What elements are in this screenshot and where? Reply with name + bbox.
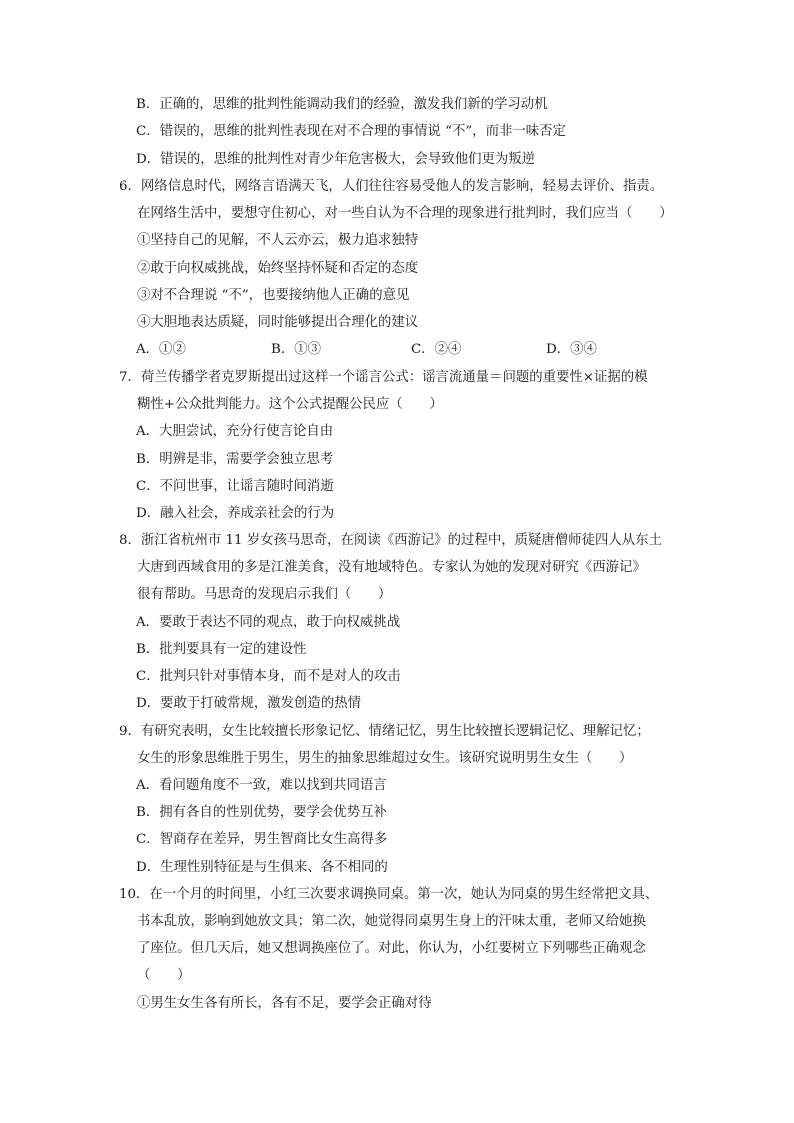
q6-choice-c: C．②④: [411, 342, 462, 357]
q9-stem-line2: 女生的形象思维胜于男生，男生的抽象思维超过女生。该研究说明男生女生（ ）: [137, 751, 633, 766]
q10-stem-line3: 了座位。但几天后，她又想调换座位了。对此，你认为，小红要树立下列哪些正确观念: [137, 941, 646, 956]
q8-option-b: B．批判要具有一定的建设性: [136, 642, 307, 657]
q6-choice-b: B．①③: [271, 342, 322, 357]
q6-statement-2: ②敢于向权威挑战，始终坚持怀疑和否定的态度: [137, 261, 419, 276]
q5-option-d: D．错误的，思维的批判性对青少年危害极大，会导致他们更为叛逆: [136, 152, 536, 167]
q8-stem-line2: 大唐到西域食用的多是江淮美食，没有地域特色。专家认为她的发现对研究《西游记》: [137, 560, 646, 575]
q6-stem-line2: 在网络生活中，要想守住初心，对一些自认为不合理的现象进行批判时，我们应当（ ）: [137, 206, 673, 221]
q6-stem-line1: 6．网络信息时代，网络言语满天飞，人们往往容易受他人的发言影响，轻易去评价、指责。: [119, 179, 664, 194]
q5-option-c: C．错误的，思维的批判性表现在对不合理的事情说 “不”，而非一味否定: [136, 124, 566, 139]
q6-choices: [136, 341, 616, 359]
q7-stem-line2: 糊性+公众批判能力。这个公式提醒公民应（ ）: [137, 397, 443, 412]
q6-statement-1: ①坚持自己的见解，不人云亦云，极力追求独特: [137, 233, 419, 248]
q8-stem-line3: 很有帮助。马思奇的发现启示我们（ ）: [137, 587, 392, 602]
q7-option-b: B．明辨是非，需要学会独立思考: [136, 452, 334, 467]
q6-statement-4: ④大胆地表达质疑，同时能够提出合理化的建议: [137, 315, 419, 330]
q9-option-d: D．生理性别特征是与生俱来、各不相同的: [136, 860, 388, 875]
q9-option-b: B．拥有各自的性别优势，要学会优势互补: [136, 805, 387, 820]
q8-option-c: C．批判只针对事情本身，而不是对人的攻击: [136, 669, 401, 684]
q9-stem-line1: 9．有研究表明，女生比较擅长形象记忆、情绪记忆，男生比较擅长逻辑记忆、理解记忆；: [119, 724, 650, 739]
q7-option-d: D．融入社会，养成亲社会的行为: [136, 506, 335, 521]
q10-stem-line4: （ ）: [137, 968, 191, 983]
q10-stem-line1: 10．在一个月的时间里，小红三次要求调换同桌。第一次，她认为同桌的男生经常把文具、: [119, 887, 659, 902]
q7-stem-line1: 7．荷兰传播学者克罗斯提出过这样一个谣言公式：谣言流通量＝问题的重要性×证据的模: [119, 370, 648, 385]
q6-choice-a: A．①②: [136, 342, 186, 357]
q9-option-a: A．看问题角度不一致，难以找到共同语言: [136, 778, 387, 793]
q7-option-a: A．大胆尝试，充分行使言论自由: [136, 424, 334, 439]
q6-choice-d: D．③④: [546, 342, 597, 357]
q8-stem-line1: 8．浙江省杭州市 11 岁女孩马思奇，在阅读《西游记》的过程中，质疑唐僧师徒四人从东土: [119, 533, 662, 548]
q8-option-d: D．要敢于打破常规，激发创造的热情: [136, 696, 361, 711]
q8-option-a: A．要敢于表达不同的观点，敢于向权威挑战: [136, 615, 401, 630]
q10-stem-line2: 书本乱放，影响到她放文具；第二次，她觉得同桌男生身上的汗味太重，老师又给她换: [137, 914, 646, 929]
q7-option-c: C．不问世事，让谣言随时间消逝: [136, 479, 334, 494]
q5-option-b: B．正确的，思维的批判性能调动我们的经验，激发我们新的学习动机: [136, 97, 548, 112]
q6-statement-3: ③对不合理说 “不”，也要接纳他人正确的意见: [137, 288, 410, 303]
q10-statement-1: ①男生女生各有所长，各有不足，要学会正确对待: [137, 996, 432, 1011]
q9-option-c: C．智商存在差异，男生智商比女生高得多: [136, 832, 388, 847]
